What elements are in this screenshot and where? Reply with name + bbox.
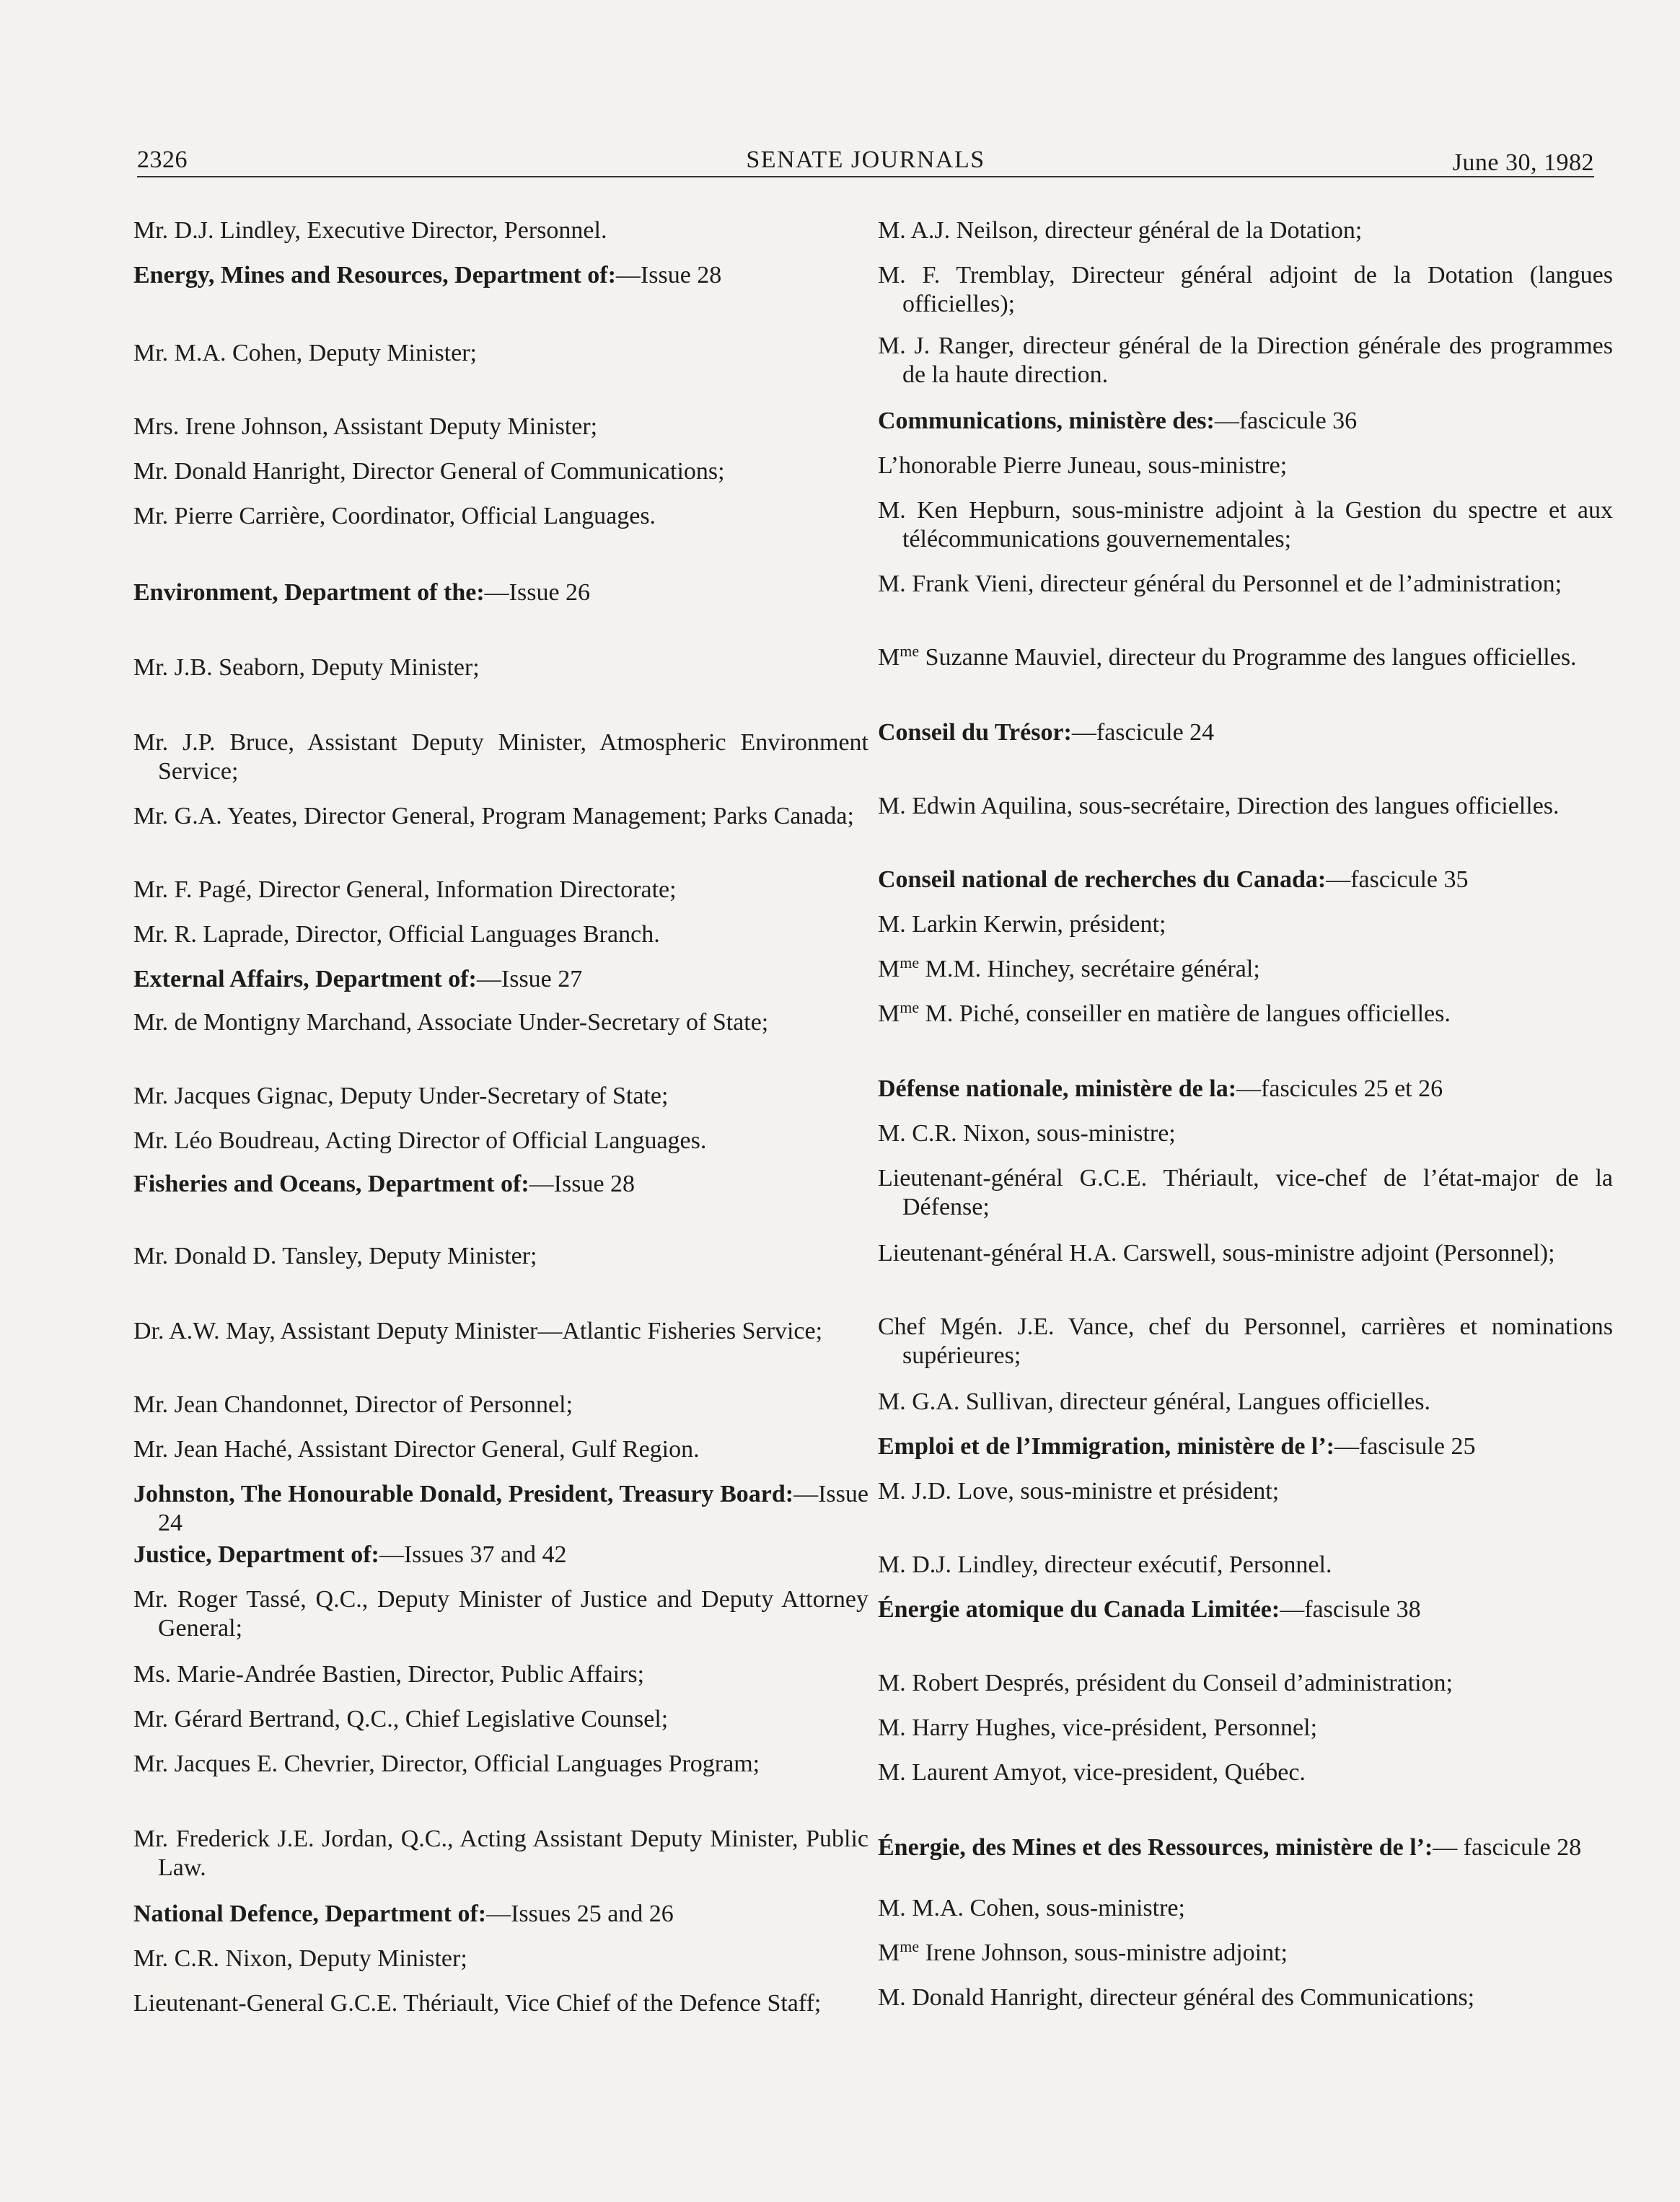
entry-text: Mr. J.P. Bruce, Assistant Deputy Minister, Atmospheric Environment Service; <box>133 729 868 785</box>
entry-text: Mr. de Montigny Marchand, Associate Under-Secretary of State; <box>133 1009 769 1036</box>
section-heading <box>878 1432 1613 1461</box>
page-number: 2326 <box>137 146 188 173</box>
witness-entry <box>878 1939 1613 1968</box>
witness-entry <box>133 457 868 486</box>
entry-text: M. Ken Hepburn, sous-ministre adjoint à la Gestion du spectre et aux télécommunications gouvernementales; <box>878 497 1613 552</box>
entry-text: Mr. Donald D. Tansley, Deputy Minister; <box>133 1243 537 1269</box>
entry-text: M. Robert Després, président du Conseil d’administration; <box>878 1670 1453 1696</box>
witness-entry <box>878 792 1613 821</box>
entry-text: Chef Mgén. J.E. Vance, chef du Personnel, carrières et nominations supérieures; <box>878 1313 1613 1369</box>
entry-text: Mr. Léo Boudreau, Acting Director of Official Languages. <box>133 1127 707 1154</box>
section-heading <box>878 1595 1613 1624</box>
section-heading <box>878 1833 1613 1862</box>
entry-text: —fascisule 25 <box>1334 1433 1476 1460</box>
entry-text: M. Donald Hanright, directeur général des Communications; <box>878 1984 1475 2011</box>
title-prefix: M <box>878 644 900 671</box>
witness-entry <box>878 1758 1613 1787</box>
heading-label: External Affairs, Department of: <box>133 966 477 992</box>
heading-label: Communications, ministère des: <box>878 408 1215 434</box>
entry-text: —Issue 26 <box>484 579 591 606</box>
witness-entry <box>878 1000 1613 1029</box>
entry-text: Mr. Pierre Carrière, Coordinator, Official Languages. <box>133 503 656 529</box>
witness-entry <box>133 728 868 786</box>
entry-text: Mr. M.A. Cohen, Deputy Minister; <box>133 340 477 366</box>
witness-entry <box>878 1983 1613 2012</box>
witness-entry <box>878 496 1613 554</box>
entry-text: Lieutenant-General G.C.E. Thériault, Vice Chief of the Defence Staff; <box>133 1990 822 2017</box>
heading-label: Energy, Mines and Resources, Department of: <box>133 262 616 289</box>
section-heading <box>133 1170 868 1199</box>
entry-text: —fascicule 36 <box>1214 408 1358 434</box>
heading-label: National Defence, Department of: <box>133 1901 487 1927</box>
entry-text: Mr. Donald Hanright, Director General of Communications; <box>133 458 725 485</box>
entry-text: M. Laurent Amyot, vice-president, Québec. <box>878 1759 1306 1786</box>
entry-text: Mr. Jacques E. Chevrier, Director, Official Languages Program; <box>133 1750 760 1777</box>
witness-entry <box>878 1313 1613 1370</box>
entry-text: Mr. Frederick J.E. Jordan, Q.C., Acting Assistant Deputy Minister, Public Law. <box>133 1826 868 1881</box>
heading-label: Emploi et de l’Immigration, ministère de l’: <box>878 1433 1335 1460</box>
witness-entry <box>133 1391 868 1419</box>
witness-entry <box>133 1127 868 1155</box>
witness-entry <box>133 1242 868 1271</box>
witness-entry <box>878 1669 1613 1698</box>
superscript: me <box>900 642 920 660</box>
entry-text: M. Frank Vieni, directeur général du Personnel et de l’administration; <box>878 571 1562 597</box>
witness-entry <box>878 1239 1613 1268</box>
entry-text: M. G.A. Sullivan, directeur général, Langues officielles. <box>878 1388 1431 1415</box>
title-prefix: M <box>878 956 900 982</box>
witness-entry <box>878 216 1613 245</box>
section-heading <box>133 261 868 290</box>
entry-text: —fascicule 35 <box>1326 866 1469 893</box>
witness-entry <box>878 1894 1613 1923</box>
superscript: me <box>900 998 920 1016</box>
entry-text: M. A.J. Neilson, directeur général de la Dotation; <box>878 217 1363 244</box>
witness-entry <box>133 502 868 531</box>
heading-label: Fisheries and Oceans, Department of: <box>133 1171 529 1197</box>
entry-text: Mr. C.R. Nixon, Deputy Minister; <box>133 1945 467 1972</box>
witness-entry <box>878 955 1613 984</box>
witness-entry <box>133 1750 868 1779</box>
entry-text: —Issue 28 <box>615 262 722 289</box>
witness-entry <box>133 1705 868 1734</box>
entry-text: —fascicule 24 <box>1071 719 1215 746</box>
entry-text: M. Harry Hughes, vice-président, Personnel; <box>878 1714 1318 1741</box>
heading-label: Défense nationale, ministère de la: <box>878 1075 1237 1102</box>
entry-text: —Issue 24 <box>158 1481 868 1536</box>
entry-text: Suzanne Mauviel, directeur du Programme des langues officielles. <box>919 644 1577 671</box>
superscript: me <box>900 1937 920 1955</box>
entry-text: —Issue 27 <box>476 966 583 992</box>
witness-entry <box>878 643 1613 672</box>
title-prefix: M <box>878 1939 900 1966</box>
witness-entry <box>878 910 1613 939</box>
witness-entry <box>133 653 868 682</box>
witness-entry <box>133 876 868 904</box>
heading-label: Énergie, des Mines et des Ressources, ministère de l’: <box>878 1834 1433 1861</box>
journal-date: June 30, 1982 <box>1452 149 1594 176</box>
entry-text: Mr. D.J. Lindley, Executive Director, Personnel. <box>133 217 607 244</box>
entry-text: M. F. Tremblay, Directeur général adjoint de la Dotation (langues officielles); <box>878 262 1613 317</box>
witness-entry <box>878 570 1613 599</box>
heading-label: Environment, Department of the: <box>133 579 485 606</box>
heading-label: Conseil du Trésor: <box>878 719 1072 746</box>
entry-text: M. J.D. Love, sous-ministre et président; <box>878 1478 1280 1505</box>
section-heading <box>878 866 1613 894</box>
entry-text: Mr. R. Laprade, Director, Official Languages Branch. <box>133 921 660 948</box>
entry-text: M. M.A. Cohen, sous-ministre; <box>878 1895 1185 1921</box>
entry-text: M. Larkin Kerwin, président; <box>878 911 1166 938</box>
header-rule <box>137 176 1594 177</box>
witness-entry <box>878 1477 1613 1506</box>
witness-entry <box>133 1317 868 1346</box>
entry-text: Lieutenant-général G.C.E. Thériault, vice-chef de l’état-major de la Défense; <box>878 1165 1613 1220</box>
entry-text: — fascicule 28 <box>1433 1834 1582 1861</box>
section-heading <box>133 1541 868 1569</box>
journal-title: SENATE JOURNALS <box>746 146 985 173</box>
witness-entry <box>878 1388 1613 1417</box>
witness-entry <box>878 452 1613 480</box>
entry-text: Mr. Roger Tassé, Q.C., Deputy Minister of Justice and Deputy Attorney General; <box>133 1586 868 1642</box>
witness-entry <box>133 1585 868 1643</box>
heading-label: Johnston, The Honourable Donald, President, Treasury Board: <box>133 1481 794 1507</box>
heading-label: Conseil national de recherches du Canada: <box>878 866 1327 893</box>
entry-text: Lieutenant-général H.A. Carswell, sous-ministre adjoint (Personnel); <box>878 1240 1555 1267</box>
entry-text: Mr. F. Pagé, Director General, Information Directorate; <box>133 876 677 903</box>
witness-entry <box>133 339 868 368</box>
entry-text: M. D.J. Lindley, directeur exécutif, Personnel. <box>878 1551 1332 1578</box>
entry-text: M. J. Ranger, directeur général de la Direction générale des programmes de la haute direction. <box>878 332 1613 388</box>
entry-text: Irene Johnson, sous-ministre adjoint; <box>919 1939 1288 1966</box>
witness-entry <box>133 1082 868 1111</box>
entry-text: Mr. Jean Haché, Assistant Director General, Gulf Region. <box>133 1436 700 1463</box>
superscript: me <box>900 954 920 972</box>
section-heading <box>133 1480 868 1538</box>
entry-text: M.M. Hinchey, secrétaire général; <box>919 956 1260 982</box>
witness-entry <box>878 1119 1613 1148</box>
entry-text: M. C.R. Nixon, sous-ministre; <box>878 1120 1176 1147</box>
witness-entry <box>133 1660 868 1689</box>
witness-entry <box>133 802 868 831</box>
section-heading <box>133 1900 868 1929</box>
heading-label: Énergie atomique du Canada Limitée: <box>878 1596 1280 1623</box>
page-header <box>137 141 1594 175</box>
entry-text: Mr. Gérard Bertrand, Q.C., Chief Legislative Counsel; <box>133 1706 669 1732</box>
entry-text: M. Piché, conseiller en matière de langues officielles. <box>919 1000 1451 1027</box>
witness-entry <box>133 1008 868 1037</box>
witness-entry <box>133 920 868 949</box>
section-heading <box>878 407 1613 436</box>
witness-entry <box>878 1164 1613 1222</box>
witness-entry <box>133 1435 868 1464</box>
entry-text: Mr. Jean Chandonnet, Director of Personnel; <box>133 1391 573 1418</box>
entry-text: —Issues 25 and 26 <box>486 1901 674 1927</box>
witness-entry <box>133 1989 868 2018</box>
section-heading <box>878 1075 1613 1104</box>
heading-label: Justice, Department of: <box>133 1541 379 1568</box>
witness-entry <box>133 216 868 245</box>
section-heading <box>878 718 1613 747</box>
witness-entry <box>878 332 1613 389</box>
entry-text: —Issues 37 and 42 <box>379 1541 567 1568</box>
entry-text: —Issue 28 <box>529 1171 636 1197</box>
witness-entry <box>133 413 868 441</box>
entry-text: L’honorable Pierre Juneau, sous-ministre; <box>878 452 1288 479</box>
section-heading <box>133 578 868 607</box>
witness-entry <box>878 1551 1613 1580</box>
entry-text: —fascisule 38 <box>1280 1596 1421 1623</box>
entry-text: M. Edwin Aquilina, sous-secrétaire, Direction des langues officielles. <box>878 793 1560 819</box>
entry-text: Mrs. Irene Johnson, Assistant Deputy Minister; <box>133 413 598 440</box>
entry-text: Mr. Jacques Gignac, Deputy Under-Secretary of State; <box>133 1083 669 1109</box>
entry-text: Mr. G.A. Yeates, Director General, Program Management; Parks Canada; <box>133 803 854 829</box>
section-heading <box>133 965 868 994</box>
witness-entry <box>878 1714 1613 1743</box>
witness-entry <box>133 1825 868 1882</box>
entry-text: Mr. J.B. Seaborn, Deputy Minister; <box>133 654 480 681</box>
witness-entry <box>878 261 1613 319</box>
entry-text: Ms. Marie-Andrée Bastien, Director, Public Affairs; <box>133 1661 645 1688</box>
entry-text: Dr. A.W. May, Assistant Deputy Minister—Atlantic Fisheries Service; <box>133 1318 823 1344</box>
witness-entry <box>133 1945 868 1973</box>
entry-text: —fascicules 25 et 26 <box>1236 1075 1443 1102</box>
title-prefix: M <box>878 1000 900 1027</box>
